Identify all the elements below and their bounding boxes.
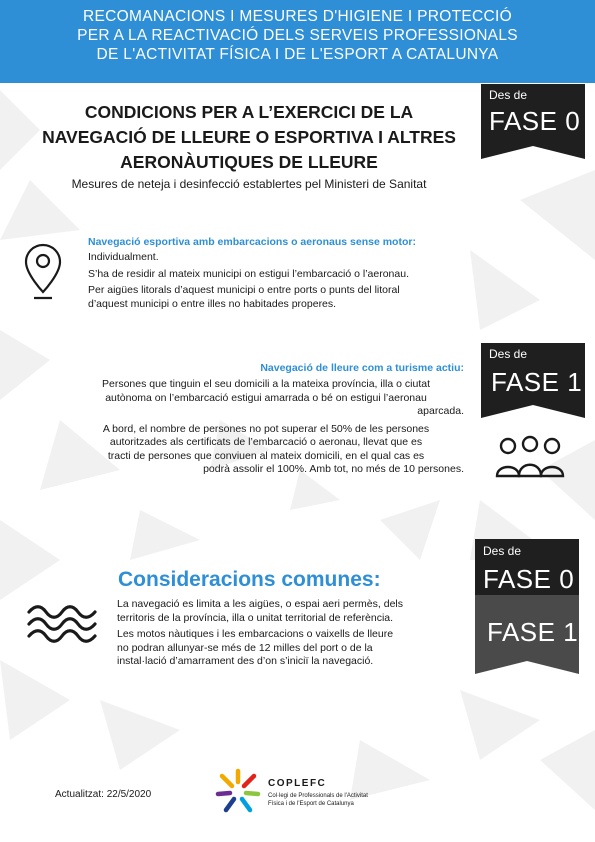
paragraph: Les motos nàutiques i les embarcacions o vaixells de lleure [117,628,394,640]
badge-label: Des de [489,88,528,102]
badge-phase: FASE 0 [483,564,575,594]
badge-phase: FASE 1 [491,367,583,397]
section-heading: Navegació de lleure com a turisme actiu: [260,362,464,374]
paragraph: Per aigües litorals d’aquest municipi o entre ports o punts del litoral [88,284,400,296]
paragraph: no podran allunyar-se més de 12 milles del port o de la [117,641,373,654]
paragraph: Individualment. [88,251,159,263]
paragraph: territoris de la província, illa o unitat territorial de referència. [117,611,394,624]
paragraph: autoritzades als certificats de l’embarcació o aeronau, llevat que es [109,436,423,448]
paragraph: tracti de persones que conviuen al mateix domicili, en el qual cas es [107,449,425,462]
paragraph: autònoma on l’embarcació estigui amarrada o bé on estigui l’aeronau [105,391,427,404]
header-line-2: PER A LA REACTIVACIÓ DELS SERVEIS PROFESSIONALS [77,27,518,44]
group-people-icon [494,434,566,480]
section-common [117,598,467,669]
header-banner [0,0,595,83]
section-heading: Navegació esportiva amb embarcacions o aeronaus sense motor: [88,236,416,248]
badge-label: Des de [489,347,528,361]
badge-label: Des de [483,544,522,558]
section-heading-common: Consideracions comunes: [118,568,381,591]
badge-phase: FASE 1 [487,617,579,647]
logo-subtitle-line: Física i de l'Esport de Catalunya [268,801,354,807]
paragraph: A bord, el nombre de persones no pot superar el 50% de les persones [102,422,430,435]
coplefc-logo-icon [214,768,262,816]
location-pin-icon [22,242,64,304]
section-navegacio-turisme [68,362,464,477]
badge-fase0 [481,84,585,159]
page-subtitle: Mesures de neteja i desinfecció establertes pel Ministeri de Sanitat [71,177,427,191]
logo-subtitle-line: Col·legi de Professionals de l'Activitat [268,793,368,799]
badge-phase: FASE 0 [489,106,581,136]
title-line-2: NAVEGACIÓ DE LLEURE O ESPORTIVA I ALTRES [42,127,456,147]
updated-date: Actualitzat: 22/5/2020 [55,789,152,800]
badge-common-phases [475,539,579,674]
section-navegacio-esportiva [88,236,508,311]
logo-subtitle [268,792,368,808]
paragraph: Persones que tinguin el seu domicili a la mateixa província, illa o ciutat [101,378,430,390]
header-line-1: RECOMANACIONS I MESURES D'HIGIENE I PROTECCIÓ [83,8,512,25]
paragraph: S’ha de residir al mateix municipi on estigui l’embarcació o l’aeronau. [88,267,409,280]
paragraph: La navegació es limita a les aigües, o espai aeri permès, dels [117,598,403,610]
paragraph: instal·lació d’amarrament des d’on s’iniciï la navegació. [117,655,374,667]
paragraph: aparcada. [417,405,464,417]
badge-fase1 [481,343,585,418]
paragraph: podrà assolir el 100%. Amb tot, no més de 10 persones. [203,463,464,475]
waves-icon [26,604,98,644]
title-line-1: CONDICIONS PER A L’EXERCICI DE LA [84,102,414,122]
logo-name: COPLEFC [268,778,327,789]
header-line-3: DE L'ACTIVITAT FÍSICA I DE L'ESPORT A CATALUNYA [96,46,499,63]
paragraph: d’aquest municipi o entre illes no habitades properes. [88,297,337,310]
title-line-3: AERONÀUTIQUES DE LLEURE [120,152,378,172]
